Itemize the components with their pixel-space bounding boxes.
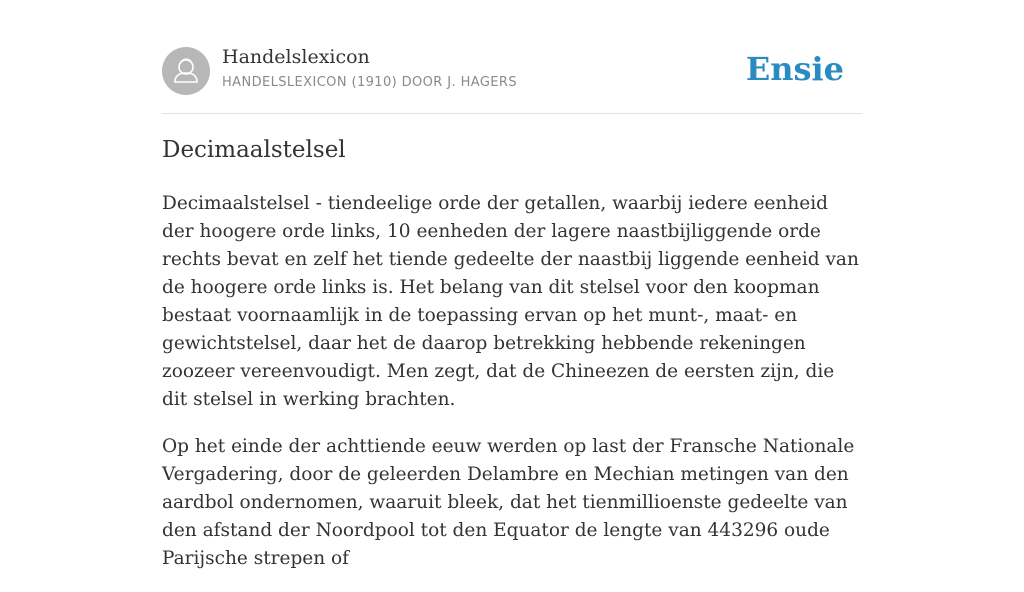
source-title[interactable]: Handelslexicon	[222, 46, 370, 68]
source-header	[162, 46, 862, 96]
user-icon	[162, 47, 210, 95]
article-body	[162, 190, 862, 592]
ensie-logo[interactable]: Ensie	[745, 50, 844, 88]
source-avatar[interactable]	[162, 47, 210, 95]
header-divider	[162, 113, 862, 114]
article-paragraph: Decimaalstelsel - tiendeelige orde der getallen, waarbij iedere eenheid der hoogere orde links, 10 eenheden der lagere naastbijliggende orde rechts bevat en zelf het tiende gedeelte der naastbij liggende eenheid van de hoogere orde links is. Het belang van dit stelsel voor den koopman bestaat voornaamlijk in de toepassing ervan op het munt-, maat- en gewichtstelsel, daar het de daarop betrekking hebbende rekeningen zoozeer vereenvoudigt. Men zegt, dat de Chineezen de eersten zijn, die dit stelsel in werking brachten.	[162, 193, 859, 410]
source-subtitle[interactable]: HANDELSLEXICON (1910) DOOR J. HAGERS	[222, 75, 517, 90]
article-paragraph: Op het einde der achttiende eeuw werden op last der Fransche Nationale Vergadering, door de geleerden Delambre en Mechian metingen van den aardbol ondernomen, waaruit bleek, dat het tienmillioenste gedeelte van den afstand der Noordpool tot den Equator de lengte van 443296 oude Parijsche strepen of	[162, 436, 855, 569]
article-title: Decimaalstelsel	[162, 137, 346, 163]
